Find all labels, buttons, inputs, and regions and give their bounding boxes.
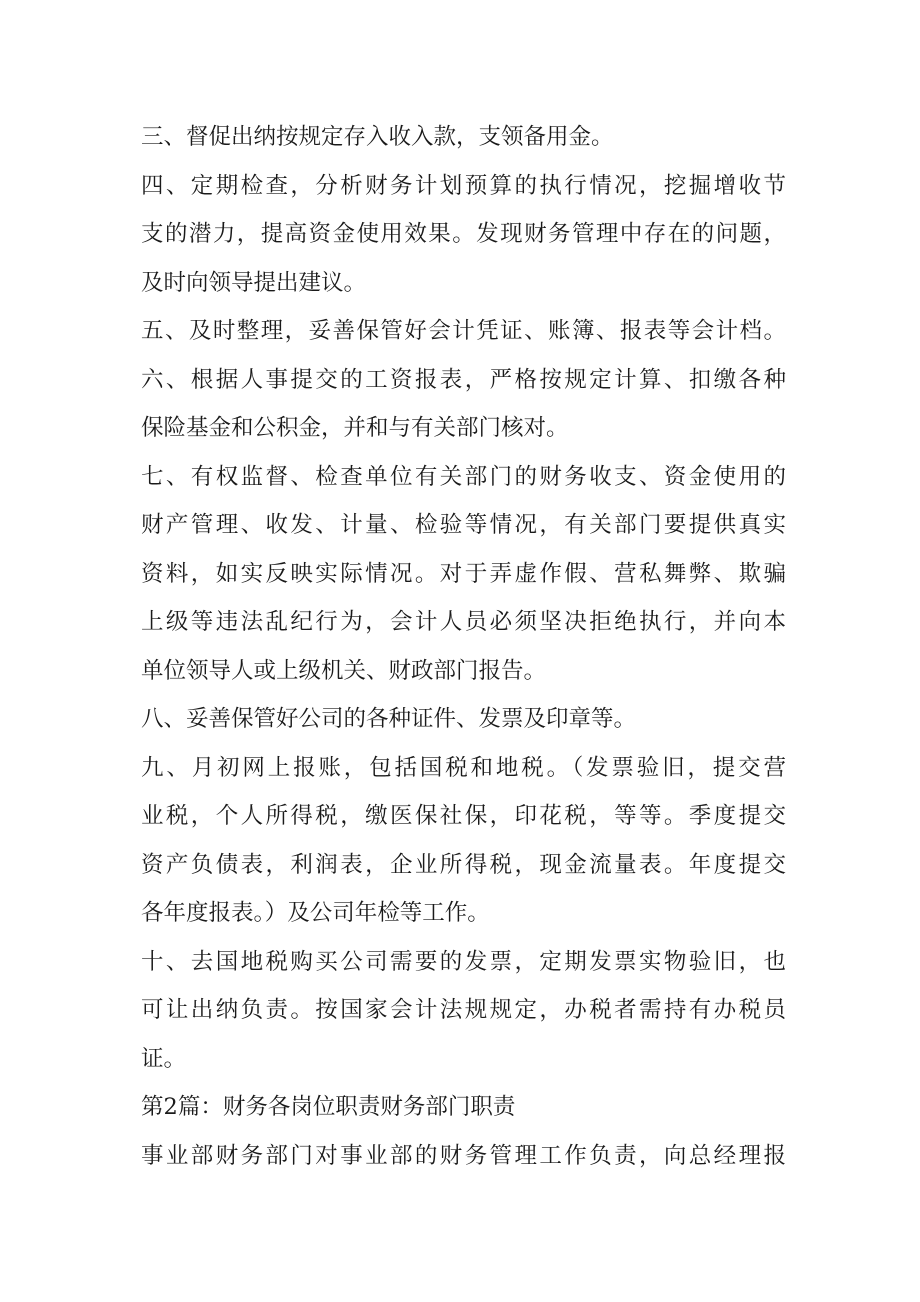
text-line: 四、定期检查，分析财务计划预算的执行情况，挖掘增收节: [141, 172, 786, 199]
text-line: 八、妥善保管好公司的各种证件、发票及印章等。: [141, 706, 637, 732]
text-line: 各年度报表。）及公司年检等工作。: [141, 900, 490, 926]
text-line: 可让出纳负责。按国家会计法规规定，办税者需持有办税员: [141, 997, 786, 1023]
text-line: 保险基金和公积金，并和与有关部门核对。: [141, 415, 569, 441]
text-line: 财产管理、收发、计量、检验等情况，有关部门要提供真实: [141, 512, 786, 538]
text-line: 七、有权监督、检查单位有关部门的财务收支、资金使用的: [141, 463, 786, 490]
text-line: 资料，如实反映实际情况。对于弄虚作假、营私舞弊、欺骗: [141, 560, 786, 587]
text-line: 第2篇：财务各岗位职责财务部门职责: [141, 1094, 516, 1120]
text-line: 三、督促出纳按规定存入收入款，支领备用金。: [141, 124, 614, 150]
text-line: 九、月初网上报账，包括国税和地税。（发票验旧，提交营: [141, 754, 786, 781]
text-line: 五、及时整理，妥善保管好会计凭证、账簿、报表等会计档。: [141, 318, 786, 344]
text-line: 事业部财务部门对事业部的财务管理工作负责，向总经理报: [141, 1142, 786, 1169]
text-line: 十、去国地税购买公司需要的发票，定期发票实物验旧，也: [141, 948, 786, 975]
text-line: 证。: [141, 1045, 187, 1072]
text-line: 六、根据人事提交的工资报表，严格按规定计算、扣缴各种: [141, 366, 786, 393]
text-line: 业税，个人所得税，缴医保社保，印花税，等等。季度提交: [141, 803, 786, 829]
document-body: [141, 113, 786, 1180]
text-line: 及时向领导提出建议。: [141, 269, 367, 296]
text-line: 支的潜力，提高资金使用效果。发现财务管理中存在的问题，: [141, 221, 786, 247]
text-line: 资产负债表，利润表，企业所得税，现金流量表。年度提交: [141, 851, 786, 878]
text-line: 单位领导人或上级机关、财政部门报告。: [141, 657, 547, 684]
text-line: 上级等违法乱纪行为，会计人员必须坚决拒绝执行，并向本: [141, 609, 786, 635]
